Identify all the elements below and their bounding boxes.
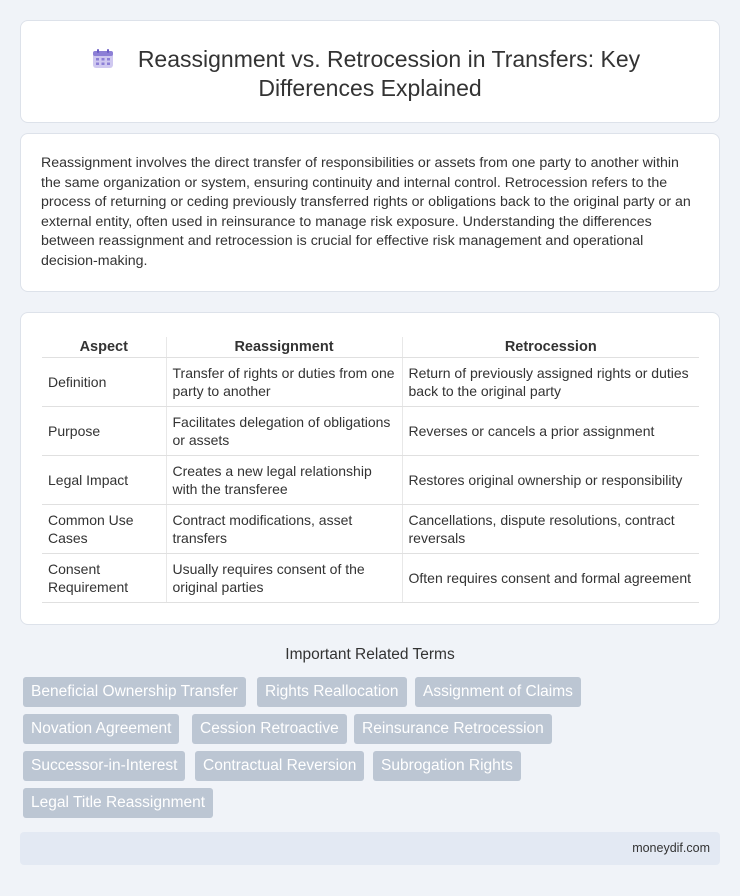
table-cell: Purpose (42, 406, 166, 455)
related-term-tag[interactable]: Successor-in-Interest (23, 751, 185, 781)
header-aspect: Aspect (42, 337, 166, 357)
table-cell: Creates a new legal relationship with the transferee (166, 455, 402, 504)
title-card (20, 20, 720, 123)
footer (20, 832, 720, 865)
related-term-tag[interactable]: Beneficial Ownership Transfer (23, 677, 246, 707)
comparison-table (42, 337, 699, 603)
related-term-tag[interactable]: Legal Title Reassignment (23, 788, 213, 818)
table-row (42, 504, 699, 553)
page-title-line1: Reassignment vs. Retrocession in Transfers: Key (137, 46, 641, 72)
table-cell: Contract modifications, asset transfers (166, 504, 402, 553)
table-cell: Usually requires consent of the original parties (166, 553, 402, 602)
table-header-row (42, 337, 699, 357)
related-terms-title: Important Related Terms (285, 646, 455, 663)
related-term-tag[interactable]: Reinsurance Retrocession (354, 714, 552, 744)
table-cell: Common Use Cases (42, 504, 166, 553)
related-term-tag[interactable]: Rights Reallocation (257, 677, 407, 707)
table-cell: Transfer of rights or duties from one party to another (166, 357, 402, 406)
page-title (21, 45, 719, 103)
related-term-tag[interactable]: Contractual Reversion (195, 751, 364, 781)
intro-card (20, 133, 720, 292)
table-cell: Cancellations, dispute resolutions, contract reversals (402, 504, 699, 553)
page-title-line2: Differences Explained (258, 75, 482, 101)
table-cell: Legal Impact (42, 455, 166, 504)
table-cell: Definition (42, 357, 166, 406)
table-cell: Restores original ownership or responsibility (402, 455, 699, 504)
table-cell: Consent Requirement (42, 553, 166, 602)
footer-site-link[interactable]: moneydif.com (632, 841, 710, 855)
intro-paragraph: Reassignment involves the direct transfer of responsibilities or assets from one party to another within the same organization or system, ensuring continuity and internal control. Retrocession refers to the process of returning or ceding previously transferred rights or obligations back to the original party or an external entity, often used in reinsurance to manage risk exposure. Understanding the differences between reassignment and retrocession is crucial for effective risk management and operational decision-making. (41, 155, 691, 269)
related-term-tag[interactable]: Novation Agreement (23, 714, 179, 744)
table-row (42, 357, 699, 406)
header-reassignment: Reassignment (166, 337, 402, 357)
table-row (42, 455, 699, 504)
header-retrocession: Retrocession (402, 337, 699, 357)
table-cell: Return of previously assigned rights or duties back to the original party (402, 357, 699, 406)
comparison-card (20, 312, 720, 625)
related-term-tag[interactable]: Cession Retroactive (192, 714, 347, 744)
table-row (42, 406, 699, 455)
table-cell: Facilitates delegation of obligations or assets (166, 406, 402, 455)
table-cell: Reverses or cancels a prior assignment (402, 406, 699, 455)
related-term-tag[interactable]: Subrogation Rights (373, 751, 521, 781)
table-row (42, 553, 699, 602)
related-term-tag[interactable]: Assignment of Claims (415, 677, 581, 707)
table-cell: Often requires consent and formal agreement (402, 553, 699, 602)
